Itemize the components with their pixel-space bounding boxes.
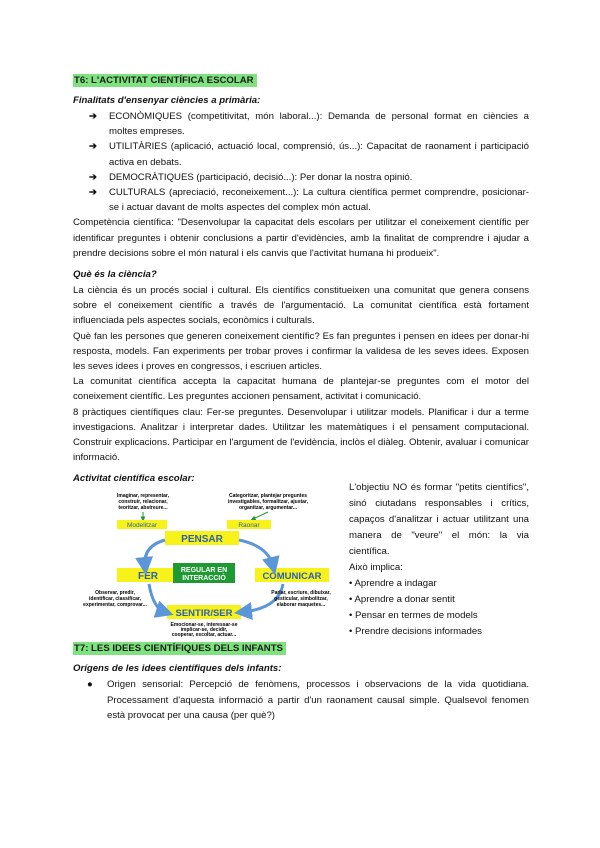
pensar-label: PENSAR xyxy=(181,534,223,546)
paragraph: La comunitat científica accepta la capacitat humana de plantejar-se preguntes com el motor del coneixement científic. Les preguntes accionen pensament, activitat i comunicació. xyxy=(73,376,529,403)
note-right-3: elaborar maquetes... xyxy=(276,602,326,609)
note-bottom-2: implicar-se, decidir, xyxy=(180,627,228,634)
arrow-pensar-comunicar xyxy=(239,540,273,566)
note-top-left-1: Imaginar, representar, xyxy=(117,493,169,500)
finalitats-heading: Finalitats d'ensenyar ciències a primària: xyxy=(73,95,261,106)
fer-label: FER xyxy=(138,571,158,583)
document-page xyxy=(73,70,529,723)
activitat-diagram xyxy=(73,488,345,638)
section-title-t7: T7: LES IDEES CIENTÍFIQUES DELS INFANTS xyxy=(73,642,286,655)
paragraph: 8 pràctiques científiques clau: Fer-se preguntes. Desenvolupar i utilitzar models. Planificar i dur a terme investigacions. Analitzar i interpretar dades. Utilitzar les matemàtiques i el pensament computacional. Construir explicacions. Participar en l'argument de l'evidència, inclòs el diàleg. Obtenir, avaluar i comunicar informació. xyxy=(73,406,529,464)
note-left-3: experimentar, comprovar... xyxy=(83,602,147,609)
finalitats-list xyxy=(73,109,529,215)
sentir-label: SENTIR/SER xyxy=(175,608,233,620)
list-item: ● Origen sensorial: Percepció de fenòmens, processos i observacions de la vida quotidiana. Processament d'aquesta informació a partir d'un raonament causal simple. Qualsevol fenomen està provocat per una causa (per què?) xyxy=(87,679,529,721)
list-item: • Pensar en termes de models xyxy=(349,610,478,622)
paragraph: Què fan les persones que generen coneixement científic? Es fan preguntes i pensen en idees per donar-hi resposta, models. Fan experiments per trobar proves i confirmar la validesa de les seves idees. Exposen les seves idees i proves en congressos, i escriuen articles. xyxy=(73,330,529,373)
note-right-1: Parlar, escriure, dibuixar, xyxy=(271,590,331,597)
origens-list xyxy=(73,677,529,723)
origens-heading: Orígens de les idees científiques dels infants: xyxy=(73,663,282,675)
raonar-label: Raonar xyxy=(238,522,260,530)
note-left-1: Observar, predir, xyxy=(95,590,135,597)
dot-bullet-icon: ● xyxy=(87,679,93,691)
list-item: ➔ CULTURALS (apreciació, reconeixement...): La cultura científica permet comprendre, posicionar-se i actuar davant de molts aspectes del complex món actual. xyxy=(89,187,529,214)
implica-list xyxy=(349,576,529,640)
arrow-bullet-icon: ➔ xyxy=(89,171,98,183)
arrow-bullet-icon: ➔ xyxy=(89,141,98,153)
arrow-fer-sentir xyxy=(149,584,165,612)
list-item: ➔ ECONÒMIQUES (competitivitat, món laboral...): Demanda de personal format en ciències a moltes empreses. xyxy=(89,111,529,138)
modelitzar-label: Modelitzar xyxy=(127,522,157,530)
note-bottom-1: Emocionar-se, interessar-se xyxy=(170,622,238,629)
note-top-left-3: teoritzar, abstreure... xyxy=(118,505,168,512)
list-item: • Aprendre a donar sentit xyxy=(349,594,455,606)
list-item: • Prendre decisions informades xyxy=(349,626,482,638)
activitat-heading: Activitat científica escolar: xyxy=(73,473,195,485)
note-top-right-1: Categoritzar, plantejar preguntes xyxy=(228,493,308,500)
paragraph: La ciència és un procés social i cultural. Els científics constitueixen una comunitat que genera consens sobre el coneixement científic a través de l'argumentació. La comunitat científica està fortament influenciada pels aspectes socials, econòmics i culturals. xyxy=(73,285,529,327)
arrow-bullet-icon: ➔ xyxy=(89,111,98,122)
section-title-t6: T6: L'ACTIVITAT CIENTÍFICA ESCOLAR xyxy=(73,74,257,87)
note-top-left-2: construir, relacionar, xyxy=(118,499,168,506)
list-item: ➔ UTILITÀRIES (aplicació, actuació local, comprensió, ús...): Capacitat de raonament i participació activa en debats. xyxy=(89,141,529,168)
arrow-bullet-icon: ➔ xyxy=(89,187,98,199)
objectiu-paragraph: L'objectiu NO és formar "petits científics", sinó ciutadans responsables i crítics, capaços d'analitzar i actuar utilitzant una manera de "veure" el món: la via científica. xyxy=(349,482,529,558)
comunicar-label: COMUNICAR xyxy=(262,571,322,583)
note-top-right-3: organitzar, argumentar... xyxy=(238,505,298,512)
arrow-pensar-fer xyxy=(145,540,165,566)
competencia-paragraph: Competència científica: "Desenvolupar la capacitat dels escolars per utilitzar el coneixement científic per identificar preguntes i obtenir conclusions a partir d'evidències, amb la finalitat de comprendre i ajudar a prendre decisions sobre el món natural i els canvis que l'activitat humana hi produeix". xyxy=(73,217,529,259)
implica-heading: Això implica: xyxy=(349,562,403,574)
list-item: • Aprendre a indagar xyxy=(349,578,437,590)
note-top-right-2: investigables, formalitzar, ajustar, xyxy=(227,499,309,506)
center-label-1: REGULAR EN xyxy=(180,567,228,575)
side-text-block xyxy=(349,480,529,640)
note-right-2: gesticular, simbolitzar, xyxy=(274,596,328,603)
center-label-2: INTERACCIÓ xyxy=(182,575,226,583)
note-bottom-3: cooperar, escoltar, actuar... xyxy=(171,632,237,639)
activitat-row xyxy=(73,482,529,639)
que-es-heading: Què és la ciència? xyxy=(73,269,157,281)
list-item: ➔ DEMOCRÀTIQUES (participació, decisió...): Per donar la nostra opinió. xyxy=(89,170,529,185)
note-left-2: identificar, classificar, xyxy=(89,596,141,603)
